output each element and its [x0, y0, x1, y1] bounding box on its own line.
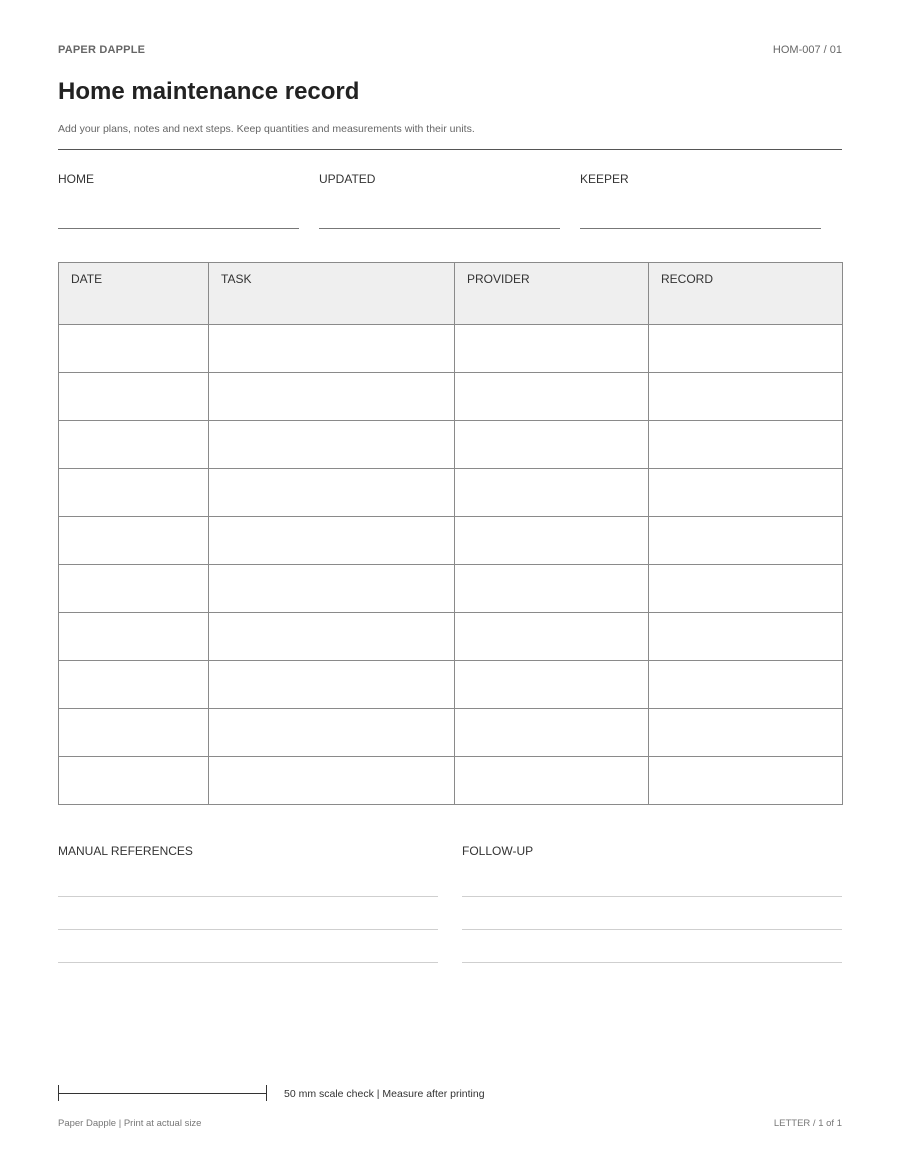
table-row [59, 565, 843, 613]
cell-provider[interactable] [455, 661, 649, 709]
cell-date[interactable] [59, 661, 209, 709]
cell-provider[interactable] [455, 613, 649, 661]
table-row [59, 325, 843, 373]
table-row [59, 469, 843, 517]
scale-check-bar [58, 1085, 267, 1101]
scale-check-text: 50 mm scale check | Measure after printing [284, 1088, 485, 1100]
cell-task[interactable] [209, 565, 455, 613]
manual-references-line[interactable] [58, 962, 438, 963]
cell-record[interactable] [649, 565, 843, 613]
cell-provider[interactable] [455, 565, 649, 613]
cell-record[interactable] [649, 661, 843, 709]
table-header-row [59, 263, 843, 325]
cell-provider[interactable] [455, 373, 649, 421]
field-keeper-label: KEEPER [580, 172, 629, 186]
footer-left: Paper Dapple | Print at actual size [58, 1118, 202, 1129]
cell-record[interactable] [649, 325, 843, 373]
cell-date[interactable] [59, 325, 209, 373]
field-updated-line[interactable] [319, 228, 560, 229]
follow-up-section [462, 844, 842, 858]
cell-record[interactable] [649, 757, 843, 805]
cell-record[interactable] [649, 421, 843, 469]
manual-references-line[interactable] [58, 929, 438, 930]
column-header-provider: PROVIDER [455, 263, 649, 325]
cell-provider[interactable] [455, 325, 649, 373]
follow-up-line[interactable] [462, 896, 842, 897]
cell-provider[interactable] [455, 421, 649, 469]
cell-provider[interactable] [455, 469, 649, 517]
cell-provider[interactable] [455, 709, 649, 757]
table-row [59, 661, 843, 709]
cell-record[interactable] [649, 613, 843, 661]
cell-date[interactable] [59, 757, 209, 805]
field-updated-label: UPDATED [319, 172, 376, 186]
cell-date[interactable] [59, 565, 209, 613]
manual-references-line[interactable] [58, 896, 438, 897]
cell-date[interactable] [59, 469, 209, 517]
cell-task[interactable] [209, 325, 455, 373]
cell-record[interactable] [649, 373, 843, 421]
cell-record[interactable] [649, 709, 843, 757]
cell-provider[interactable] [455, 757, 649, 805]
field-keeper-line[interactable] [580, 228, 821, 229]
table-row [59, 709, 843, 757]
follow-up-line[interactable] [462, 962, 842, 963]
table-row [59, 517, 843, 565]
cell-task[interactable] [209, 661, 455, 709]
cell-date[interactable] [59, 421, 209, 469]
footer-right: LETTER / 1 of 1 [773, 1118, 842, 1129]
cell-task[interactable] [209, 469, 455, 517]
maintenance-table [58, 262, 843, 805]
field-updated[interactable] [319, 172, 560, 186]
document-id: HOM-007 / 01 [772, 44, 842, 56]
cell-task[interactable] [209, 709, 455, 757]
cell-date[interactable] [59, 517, 209, 565]
manual-references-label: MANUAL REFERENCES [58, 844, 193, 858]
field-home-label: HOME [58, 172, 94, 186]
table-row [59, 757, 843, 805]
cell-task[interactable] [209, 373, 455, 421]
column-header-record: RECORD [649, 263, 843, 325]
cell-record[interactable] [649, 469, 843, 517]
cell-provider[interactable] [455, 517, 649, 565]
field-home-line[interactable] [58, 228, 299, 229]
follow-up-label: FOLLOW-UP [462, 844, 534, 858]
table-row [59, 373, 843, 421]
header-divider [58, 149, 842, 150]
cell-task[interactable] [209, 613, 455, 661]
cell-date[interactable] [59, 613, 209, 661]
follow-up-line[interactable] [462, 929, 842, 930]
field-home[interactable] [58, 172, 299, 186]
brand-name: PAPER DAPPLE [58, 44, 146, 56]
cell-task[interactable] [209, 421, 455, 469]
column-header-task: TASK [209, 263, 455, 325]
table-row [59, 613, 843, 661]
cell-task[interactable] [209, 757, 455, 805]
page-title: Home maintenance record [58, 78, 360, 105]
cell-date[interactable] [59, 373, 209, 421]
field-keeper[interactable] [580, 172, 821, 186]
cell-record[interactable] [649, 517, 843, 565]
manual-references-section [58, 844, 438, 858]
table-row [59, 421, 843, 469]
column-header-date: DATE [59, 263, 209, 325]
page-subtitle: Add your plans, notes and next steps. Keep quantities and measurements with their units. [58, 123, 475, 135]
cell-date[interactable] [59, 709, 209, 757]
cell-task[interactable] [209, 517, 455, 565]
